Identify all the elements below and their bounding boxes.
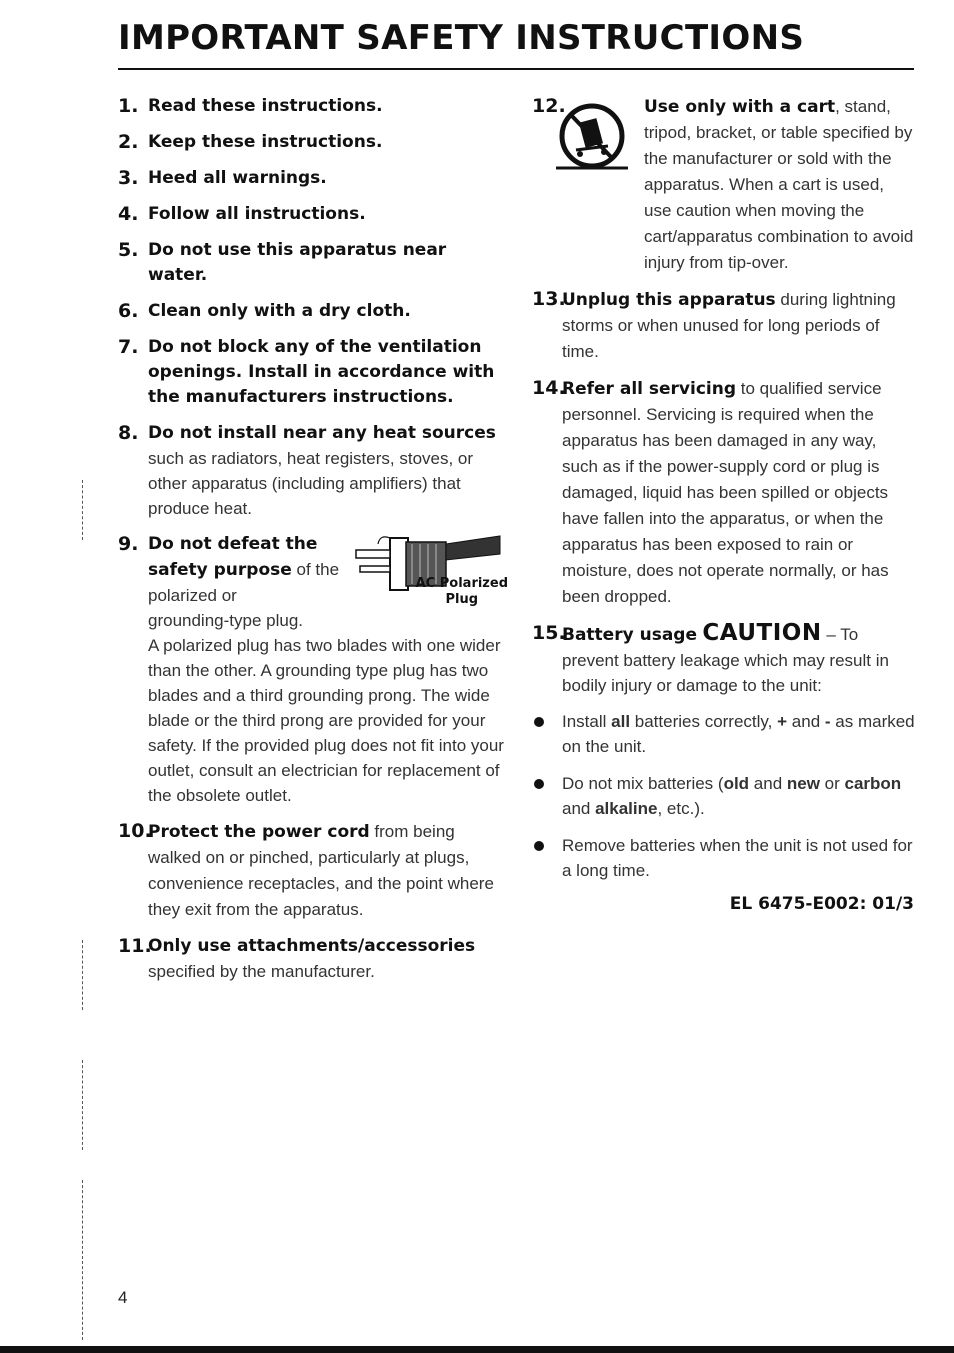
item-body: , stand, tripod, bracket, or table specified by the manufacturer or sold with the apparatus. When a cart is used, use caution when moving the cart/apparatus combination to avoid injury from tip-over.: [644, 97, 914, 272]
item-heading: Use only with a cart: [644, 97, 836, 117]
bullet-text: and: [749, 774, 787, 793]
item-text: polarized or: [148, 586, 237, 605]
instruction-item-9: [118, 532, 510, 808]
instruction-item-4: [118, 202, 510, 227]
item-number: 15.: [532, 622, 566, 644]
bottom-scan-edge: [0, 1346, 954, 1353]
item-heading: Do not use this apparatus near water.: [148, 240, 447, 285]
item-body: such as radiators, heat registers, stoves, or other apparatus (including amplifiers) that produce heat.: [148, 449, 474, 518]
page-number: 4: [118, 1288, 128, 1307]
bullet-emphasis: old: [723, 774, 750, 793]
item-heading: Heed all warnings.: [148, 168, 327, 188]
item-number: 12.: [532, 95, 566, 117]
bullet-text: Do not mix batteries (: [562, 774, 724, 793]
title-divider: [118, 68, 914, 70]
item-heading: Do not install near any heat sources: [148, 423, 496, 443]
instruction-item-14: [532, 376, 916, 610]
scan-artifact-line: [82, 1180, 83, 1340]
instruction-item-5: [118, 238, 510, 288]
instruction-item-8: [118, 421, 510, 521]
item-heading: Only use attachments/accessories: [148, 936, 476, 956]
bullet-text: or: [819, 774, 845, 793]
item-text: of the: [291, 560, 340, 579]
item-number: 10.: [118, 820, 152, 842]
item-number: 11.: [118, 935, 152, 957]
item-heading: Do not block any of the ventilation openings. Install in accordance with the manufacturers instructions.: [148, 337, 495, 407]
bullet-text: Remove batteries when the unit is not used for a long time.: [562, 836, 913, 880]
scan-artifact-line: [82, 480, 83, 540]
item-heading: Clean only with a dry cloth.: [148, 301, 411, 321]
right-column: [532, 94, 916, 895]
item-text: grounding-type plug.: [148, 611, 304, 630]
bullet-emphasis: -: [824, 712, 831, 731]
item-heading-part2: safety purpose: [148, 560, 292, 580]
item-body: A polarized plug has two blades with one wider than the other. A grounding type plug has two blades and a third grounding prong. The wide blade or the third prong are provided for your safety. If the provided plug does not fit into your outlet, consult an electrician for replacement of the obsolete outlet.: [148, 636, 504, 805]
bullet-emphasis: carbon: [844, 774, 902, 793]
page-title: IMPORTANT SAFETY INSTRUCTIONS: [118, 18, 805, 58]
bullet-dot: [534, 717, 544, 727]
bullet-text: , etc.).: [657, 799, 705, 818]
instruction-item-6: [118, 299, 510, 324]
cart-tip-over-warning-icon: [552, 100, 630, 172]
item-text: – To: [821, 625, 859, 644]
plug-caption: [416, 576, 508, 608]
item-heading-part1: Do not defeat the: [148, 534, 318, 554]
item-number: 8.: [118, 422, 139, 444]
bullet-dot: [534, 841, 544, 851]
item-heading: Protect the power cord: [148, 822, 370, 842]
battery-bullet-1: [532, 709, 916, 759]
document-code: EL 6475-E002: 01/3: [729, 894, 914, 914]
instruction-item-7: [118, 335, 510, 410]
item-number: 3.: [118, 167, 139, 189]
item-body: during lightning storms or when unused for long periods of time.: [562, 290, 896, 361]
item-body: from being walked on or pinched, particularly at plugs, convenience receptacles, and the point where they exit from the apparatus.: [148, 822, 494, 919]
caution-label: CAUTION: [702, 620, 822, 646]
item-number: 1.: [118, 95, 139, 117]
item-heading: Read these instructions.: [148, 96, 383, 116]
bullet-emphasis: all: [611, 712, 631, 731]
instruction-item-13: [532, 287, 916, 365]
item-number: 4.: [118, 203, 139, 225]
item-number: 5.: [118, 239, 139, 261]
left-column: [118, 94, 510, 995]
item-number: 14.: [532, 377, 566, 399]
bullet-text: Install: [562, 712, 612, 731]
item-heading: Keep these instructions.: [148, 132, 383, 152]
bullet-text: and: [787, 712, 825, 731]
item-heading: Refer all servicing: [562, 379, 737, 399]
instruction-item-11: [118, 934, 510, 984]
instruction-item-15: [532, 621, 916, 698]
bullet-emphasis: new: [786, 774, 820, 793]
bullet-dot: [534, 779, 544, 789]
bullet-emphasis: alkaline: [595, 799, 658, 818]
item-body: specified by the manufacturer.: [148, 962, 375, 981]
item-heading: Battery usage: [562, 625, 697, 645]
bullet-text: batteries correctly,: [630, 712, 778, 731]
instruction-item-3: [118, 166, 510, 191]
plug-caption-line2: Plug: [445, 592, 479, 607]
instruction-item-12: [532, 94, 916, 276]
bullet-text: and: [562, 799, 596, 818]
bullet-text: as marked on the unit.: [562, 712, 915, 756]
instruction-item-1: [118, 94, 510, 119]
item-number: 7.: [118, 336, 139, 358]
instruction-item-10: [118, 819, 510, 923]
item-number: 2.: [118, 131, 139, 153]
scan-artifact-line: [82, 940, 83, 1010]
item-number: 13.: [532, 288, 566, 310]
scan-artifact-line: [82, 1060, 83, 1150]
item-heading: Follow all instructions.: [148, 204, 366, 224]
item-heading: Unplug this apparatus: [562, 290, 776, 310]
instruction-item-2: [118, 130, 510, 155]
item-body: to qualified service personnel. Servicing is required when the apparatus has been damaged in any way, such as if the power-supply cord or plug is damaged, liquid has been spilled or objects have fallen into the apparatus, or when the apparatus has been exposed to rain or moisture, does not operate normally, or has been dropped.: [562, 379, 889, 606]
bullet-emphasis: +: [777, 712, 788, 731]
item-body: prevent battery leakage which may result in bodily injury or damage to the unit:: [562, 651, 889, 695]
item-number: 6.: [118, 300, 139, 322]
battery-bullet-3: [532, 833, 916, 883]
battery-bullet-2: [532, 771, 916, 821]
item-number: 9.: [118, 533, 139, 555]
plug-caption-line1: AC Polarized: [415, 576, 508, 591]
